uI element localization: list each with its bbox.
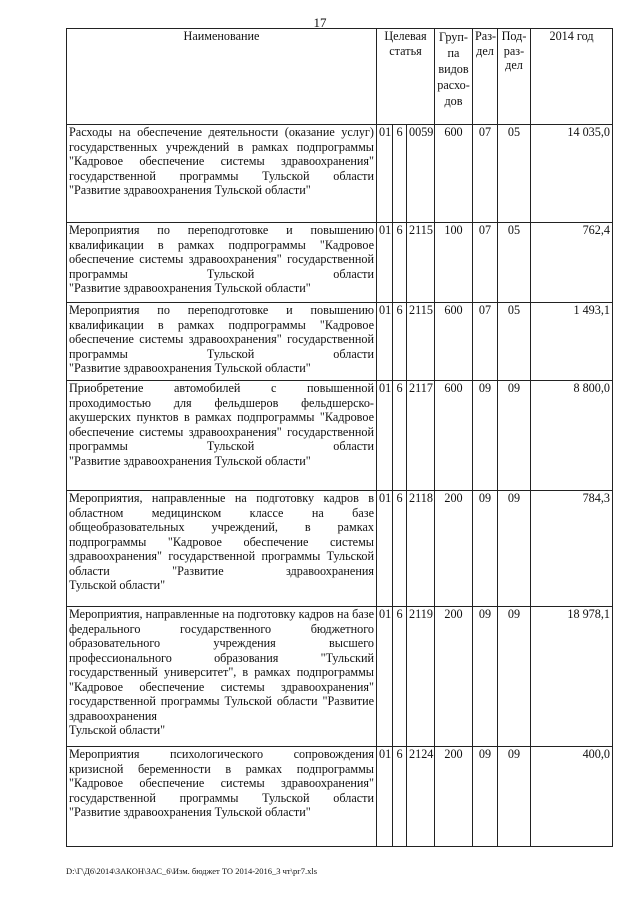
row-name-text: Мероприятия по переподготовке и повышению квалификации в рамках подпрограммы "Кадровое обеспечение системы здравоохранения" государственной программы Тульской области <box>69 303 374 361</box>
row-name-text: Мероприятия, направленные на подготовку кадров на базе федерального государственного бюджетного образовательного учреждения высшего профессионального образования "Тульский государственный университет", в рамках подпрограммы "Кадровое обеспечение системы здравоохранения" государственной программы Тульской области "Развитие здравоохранения <box>69 607 374 723</box>
amount-cell: 14 035,0 <box>531 125 613 223</box>
table-row <box>67 747 613 847</box>
amount-cell: 8 800,0 <box>531 381 613 491</box>
section-cell: 07 <box>473 303 498 381</box>
name-cell <box>67 125 377 223</box>
header-year: 2014 год <box>531 29 613 125</box>
subsection-cell: 09 <box>498 607 531 747</box>
table-row <box>67 303 613 381</box>
amount-cell: 18 978,1 <box>531 607 613 747</box>
row-name-last-line: "Развитие здравоохранения Тульской области" <box>69 183 311 197</box>
target-program-cell: 01 <box>377 223 393 303</box>
subsection-cell: 05 <box>498 223 531 303</box>
table-row <box>67 381 613 491</box>
subsection-cell: 09 <box>498 381 531 491</box>
target-program-cell: 01 <box>377 747 393 847</box>
target-program-cell: 01 <box>377 303 393 381</box>
table-row <box>67 125 613 223</box>
row-name-text: Мероприятия по переподготовке и повышению квалификации в рамках подпрограммы "Кадровое обеспечение системы здравоохранения" государственной программы Тульской области <box>69 223 374 281</box>
target-program-cell: 01 <box>377 491 393 607</box>
target-subprogram-cell: 6 <box>393 303 407 381</box>
section-cell: 09 <box>473 381 498 491</box>
expense-group-cell: 200 <box>435 491 473 607</box>
row-name-last-line: Тульской области" <box>69 723 166 737</box>
row-name-last-line: "Развитие здравоохранения Тульской области" <box>69 361 311 375</box>
header-name: Наименование <box>67 29 377 125</box>
target-code-cell: 0059 <box>407 125 435 223</box>
row-name-last-line: "Развитие здравоохранения Тульской области" <box>69 805 311 819</box>
row-name-text: Приобретение автомобилей с повышенной проходимостью для фельдшеров фельдшерско-акушерских пунктов в рамках подпрограммы "Кадровое обеспечение системы здравоохранения" государственной программы Тульской области <box>69 381 374 453</box>
amount-cell: 1 493,1 <box>531 303 613 381</box>
name-cell <box>67 607 377 747</box>
target-subprogram-cell: 6 <box>393 223 407 303</box>
budget-table <box>66 28 613 847</box>
row-name-text: Мероприятия, направленные на подготовку кадров в областном медицинском классе на базе общеобразовательных учреждений, в рамках подпрограммы "Кадровое обеспечение системы здравоохранения" государственной программы Тульской области "Развитие здравоохранения <box>69 491 374 578</box>
name-cell <box>67 381 377 491</box>
header-section: Раз-дел <box>473 29 498 125</box>
header-group: Груп-па видов расхо-дов <box>435 29 473 125</box>
row-name-last-line: "Развитие здравоохранения Тульской области" <box>69 453 311 468</box>
file-path-footer: D:\Г\Д6\2014\ЗАКОН\ЗАС_6\Изм. бюджет ТО 2014-2016_3 чт\рг7.xls <box>66 866 318 876</box>
target-subprogram-cell: 6 <box>393 491 407 607</box>
section-cell: 07 <box>473 223 498 303</box>
row-name-text: Расходы на обеспечение деятельности (оказание услуг) государственных учреждений в рамках подпрограммы "Кадровое обеспечение системы здравоохранения" государственной программы Тульской области <box>69 125 374 183</box>
target-program-cell: 01 <box>377 125 393 223</box>
expense-group-cell: 600 <box>435 125 473 223</box>
table-row <box>67 223 613 303</box>
expense-group-cell: 200 <box>435 607 473 747</box>
target-subprogram-cell: 6 <box>393 607 407 747</box>
target-code-cell: 2117 <box>407 381 435 491</box>
expense-group-cell: 200 <box>435 747 473 847</box>
table-row <box>67 491 613 607</box>
target-code-cell: 2119 <box>407 607 435 747</box>
expense-group-cell: 100 <box>435 223 473 303</box>
subsection-cell: 09 <box>498 747 531 847</box>
target-subprogram-cell: 6 <box>393 125 407 223</box>
amount-cell: 784,3 <box>531 491 613 607</box>
header-target: Целевая статья <box>377 29 435 125</box>
expense-group-cell: 600 <box>435 303 473 381</box>
expense-group-cell: 600 <box>435 381 473 491</box>
section-cell: 09 <box>473 607 498 747</box>
target-code-cell: 2115 <box>407 303 435 381</box>
subsection-cell: 09 <box>498 491 531 607</box>
subsection-cell: 05 <box>498 303 531 381</box>
table-row <box>67 607 613 747</box>
name-cell <box>67 747 377 847</box>
row-name-last-line: "Развитие здравоохранения Тульской области" <box>69 281 311 295</box>
section-cell: 09 <box>473 747 498 847</box>
name-cell <box>67 223 377 303</box>
amount-cell: 762,4 <box>531 223 613 303</box>
page-number: 17 <box>313 15 327 30</box>
target-program-cell: 01 <box>377 381 393 491</box>
name-cell <box>67 491 377 607</box>
table-header <box>67 29 613 125</box>
section-cell: 07 <box>473 125 498 223</box>
target-subprogram-cell: 6 <box>393 381 407 491</box>
row-name-last-line: Тульской области" <box>69 578 166 592</box>
subsection-cell: 05 <box>498 125 531 223</box>
target-code-cell: 2118 <box>407 491 435 607</box>
name-cell <box>67 303 377 381</box>
row-name-text: Мероприятия психологического сопровождения кризисной беременности в рамках подпрограммы "Кадровое обеспечение системы здравоохранения" государственной программы Тульской области <box>69 747 374 805</box>
target-code-cell: 2124 <box>407 747 435 847</box>
target-subprogram-cell: 6 <box>393 747 407 847</box>
section-cell: 09 <box>473 491 498 607</box>
target-code-cell: 2115 <box>407 223 435 303</box>
target-program-cell: 01 <box>377 607 393 747</box>
amount-cell: 400,0 <box>531 747 613 847</box>
header-subsection: Под-раз-дел <box>498 29 531 125</box>
